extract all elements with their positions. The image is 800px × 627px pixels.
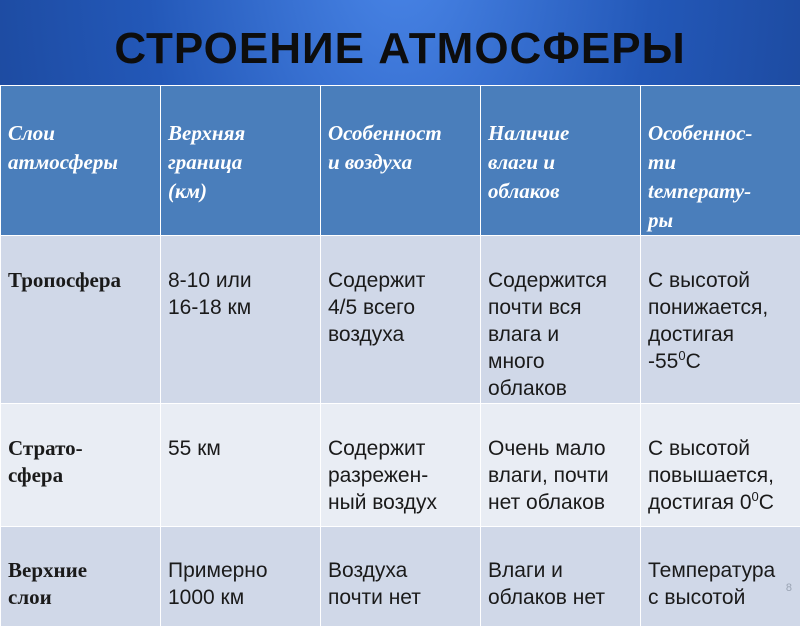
temperature-text: Температура с высотой [648, 559, 775, 609]
cell-temperature [641, 236, 800, 404]
cell-layer: Страто- сфера [1, 404, 161, 527]
table-row [1, 404, 800, 527]
cell-upper-boundary: 8-10 или 16-18 км [161, 236, 321, 404]
degree-superscript: 0 [752, 489, 759, 504]
header-moisture-clouds: Наличие влаги и облаков [481, 86, 641, 236]
cell-layer: Тропосфера [1, 236, 161, 404]
table-header [1, 86, 800, 236]
header-upper-boundary: Верхняя граница (км) [161, 86, 321, 236]
cell-moisture: Содержится почти вся влага и много облаков [481, 236, 641, 404]
cell-moisture: Очень мало влаги, почти нет облаков [481, 404, 641, 527]
cell-air: Содержит 4/5 всего воздуха [321, 236, 481, 404]
temperature-unit: С [759, 491, 774, 514]
cell-layer: Верхние слои [1, 527, 161, 627]
degree-superscript: 0 [678, 348, 685, 363]
cell-air: Содержит разрежен- ный воздух [321, 404, 481, 527]
table-row [1, 527, 800, 627]
cell-upper-boundary: Примерно 1000 км [161, 527, 321, 627]
cell-moisture: Влаги и облаков нет [481, 527, 641, 627]
atmosphere-table [0, 85, 800, 627]
temperature-unit: С [686, 350, 701, 373]
temperature-text: С высотой понижается, достигая -55 [648, 269, 768, 373]
table-row [1, 236, 800, 404]
slide-title: СТРОЕНИЕ АТМОСФЕРЫ [0, 24, 800, 74]
temperature-text: С высотой повышается, достигая 0 [648, 437, 774, 514]
header-layers: Слои атмосферы [1, 86, 161, 236]
page-number: 8 [786, 582, 792, 594]
table-body [1, 236, 800, 627]
header-row [1, 86, 800, 236]
cell-upper-boundary: 55 км [161, 404, 321, 527]
cell-temperature [641, 527, 800, 627]
cell-temperature [641, 404, 800, 527]
cell-air: Воздуха почти нет [321, 527, 481, 627]
header-air-features: Особенност и воздуха [321, 86, 481, 236]
header-temperature-features: Особеннос- ти tемперату- ры [641, 86, 800, 236]
